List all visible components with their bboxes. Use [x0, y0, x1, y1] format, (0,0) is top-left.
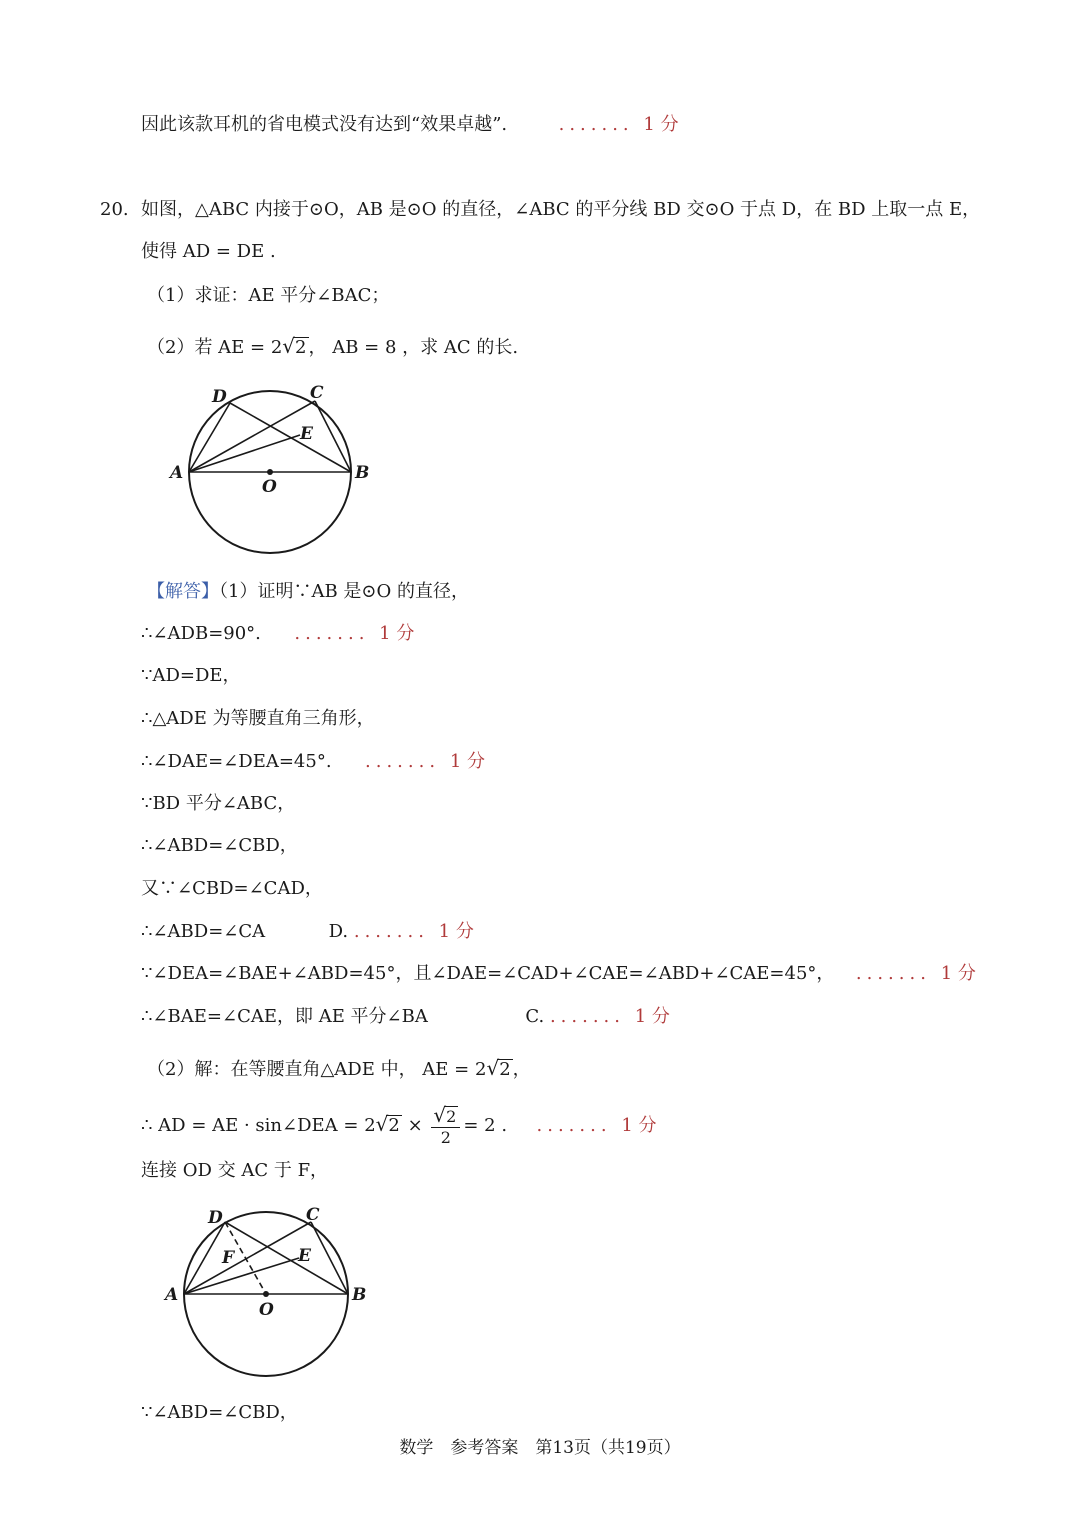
line-text: 因此该款耳机的省电模式没有达到“效果卓越”.: [141, 114, 508, 135]
subquestion-1: [147, 283, 389, 309]
fraction-numerator: [431, 1102, 460, 1128]
solution-step: [141, 961, 976, 987]
solution-text: （2）解：在等腰直角△ADE 中， AE = 2: [147, 1059, 487, 1080]
radical-sign: √: [375, 1112, 389, 1136]
solution-step: [141, 663, 241, 689]
score-label: 1 分: [449, 751, 485, 772]
solution-step: [141, 1158, 328, 1184]
solution-step: [141, 706, 375, 732]
line-conclusion: [141, 112, 679, 138]
label-c: C: [310, 383, 324, 403]
solution-step: [141, 1100, 657, 1150]
solution-part-2: [147, 1055, 531, 1083]
label-e: E: [300, 424, 313, 444]
question-number: 20.: [100, 199, 129, 220]
score-label: 1 分: [634, 1006, 670, 1027]
label-b: B: [355, 463, 370, 483]
radicand: 2: [499, 1059, 511, 1080]
solution-text: = 2 .: [463, 1115, 508, 1136]
label-a: A: [170, 463, 184, 483]
radical-sign: √: [282, 334, 296, 358]
solution-step: [141, 791, 295, 817]
question-20-statement: [141, 197, 980, 223]
solution-text: ∴∠DAE=∠DEA=45°.: [141, 751, 332, 772]
solution-text: D.: [328, 921, 349, 942]
label-d: D: [208, 1208, 223, 1228]
radicand: 2: [446, 1106, 457, 1126]
solution-text: ∵∠DEA=∠BAE+∠ABD=45°，且∠DAE=∠CAD+∠CAE=∠ABD+∠CAE=45°，: [141, 963, 835, 984]
solution-step: [141, 876, 323, 902]
score-label: 1 分: [643, 114, 679, 135]
score-dots: .......: [294, 623, 370, 644]
solution-text: ∴△ADE 为等腰直角三角形，: [141, 708, 375, 729]
subquestion-text: （2）若 AE = 2: [147, 337, 283, 358]
solution-text: 又∵∠CBD=∠CAD，: [141, 878, 323, 899]
label-f: F: [222, 1248, 235, 1268]
solution-text: ，: [512, 1059, 531, 1080]
label-c: C: [306, 1205, 320, 1225]
solution-text: ∴ AD = AE · sin∠DEA = 2: [141, 1115, 376, 1136]
label-o: O: [259, 1300, 274, 1320]
score-dots: .......: [365, 751, 441, 772]
label-d: D: [212, 387, 227, 407]
subquestion-text: （1）求证：AE 平分∠BAC；: [147, 285, 390, 306]
solution-text: C.: [525, 1006, 545, 1027]
solution-step: [141, 919, 474, 945]
solution-step: [141, 1004, 670, 1030]
solution-text: ∴∠ABD=∠CA: [141, 921, 266, 942]
score-label: 1 分: [621, 1115, 657, 1136]
solution-intro: [147, 579, 469, 605]
solution-step: [141, 621, 414, 647]
solution-text: ∴∠ABD=∠CBD，: [141, 835, 298, 856]
score-dots: .......: [549, 1006, 625, 1027]
label-b: B: [352, 1285, 367, 1305]
solution-text: ∵∠ABD=∠CBD，: [141, 1402, 298, 1423]
segment-ad: [189, 403, 230, 472]
question-text: 如图，△ABC 内接于⊙O，AB 是⊙O 的直径，∠ABC 的平分线 BD 交⊙O 于点 D，在 BD 上取一点 E，: [141, 199, 981, 220]
solution-step: [141, 833, 298, 859]
center-point: [267, 469, 273, 475]
question-20-condition: [141, 239, 276, 265]
score-dots: .......: [855, 963, 931, 984]
page-footer: 数学 参考答案 第13页（共19页）: [399, 1438, 681, 1458]
solution-text: ∵BD 平分∠ABC，: [141, 793, 296, 814]
solution-step: [141, 749, 485, 775]
solution-step: [141, 1400, 298, 1426]
segment-ac: [184, 1222, 311, 1294]
label-e: E: [298, 1246, 311, 1266]
score-dots: .......: [536, 1115, 612, 1136]
radicand: 2: [295, 337, 307, 358]
solution-text: ∴∠BAE=∠CAE，即 AE 平分∠BA: [141, 1006, 428, 1027]
solution-text: ∴∠ADB=90°.: [141, 623, 261, 644]
subquestion-2: [147, 333, 518, 361]
solution-tag: 【解答】: [147, 581, 219, 602]
label-a: A: [165, 1285, 179, 1305]
score-dots: .......: [353, 921, 429, 942]
radical-sign: √: [433, 1102, 447, 1127]
score-label: 1 分: [940, 963, 976, 984]
score-dots: .......: [558, 114, 634, 135]
geometry-figure-1: [160, 380, 380, 560]
subquestion-text: ， AB = 8 ，求 AC 的长.: [308, 337, 519, 358]
question-text: 使得 AD = DE .: [141, 241, 276, 262]
solution-text: ∵AD=DE，: [141, 665, 241, 686]
radicand: 2: [388, 1115, 400, 1136]
fraction: [431, 1102, 460, 1148]
radical-sign: √: [486, 1056, 500, 1080]
label-o: O: [262, 477, 277, 497]
center-point: [263, 1291, 269, 1297]
score-label: 1 分: [379, 623, 415, 644]
score-label: 1 分: [438, 921, 474, 942]
fraction-denominator: 2: [440, 1127, 451, 1147]
solution-text: （1）证明∵AB 是⊙O 的直径，: [219, 581, 469, 602]
solution-text: 连接 OD 交 AC 于 F，: [141, 1160, 329, 1181]
geometry-figure-2: [155, 1200, 375, 1385]
solution-text: ×: [401, 1115, 423, 1136]
